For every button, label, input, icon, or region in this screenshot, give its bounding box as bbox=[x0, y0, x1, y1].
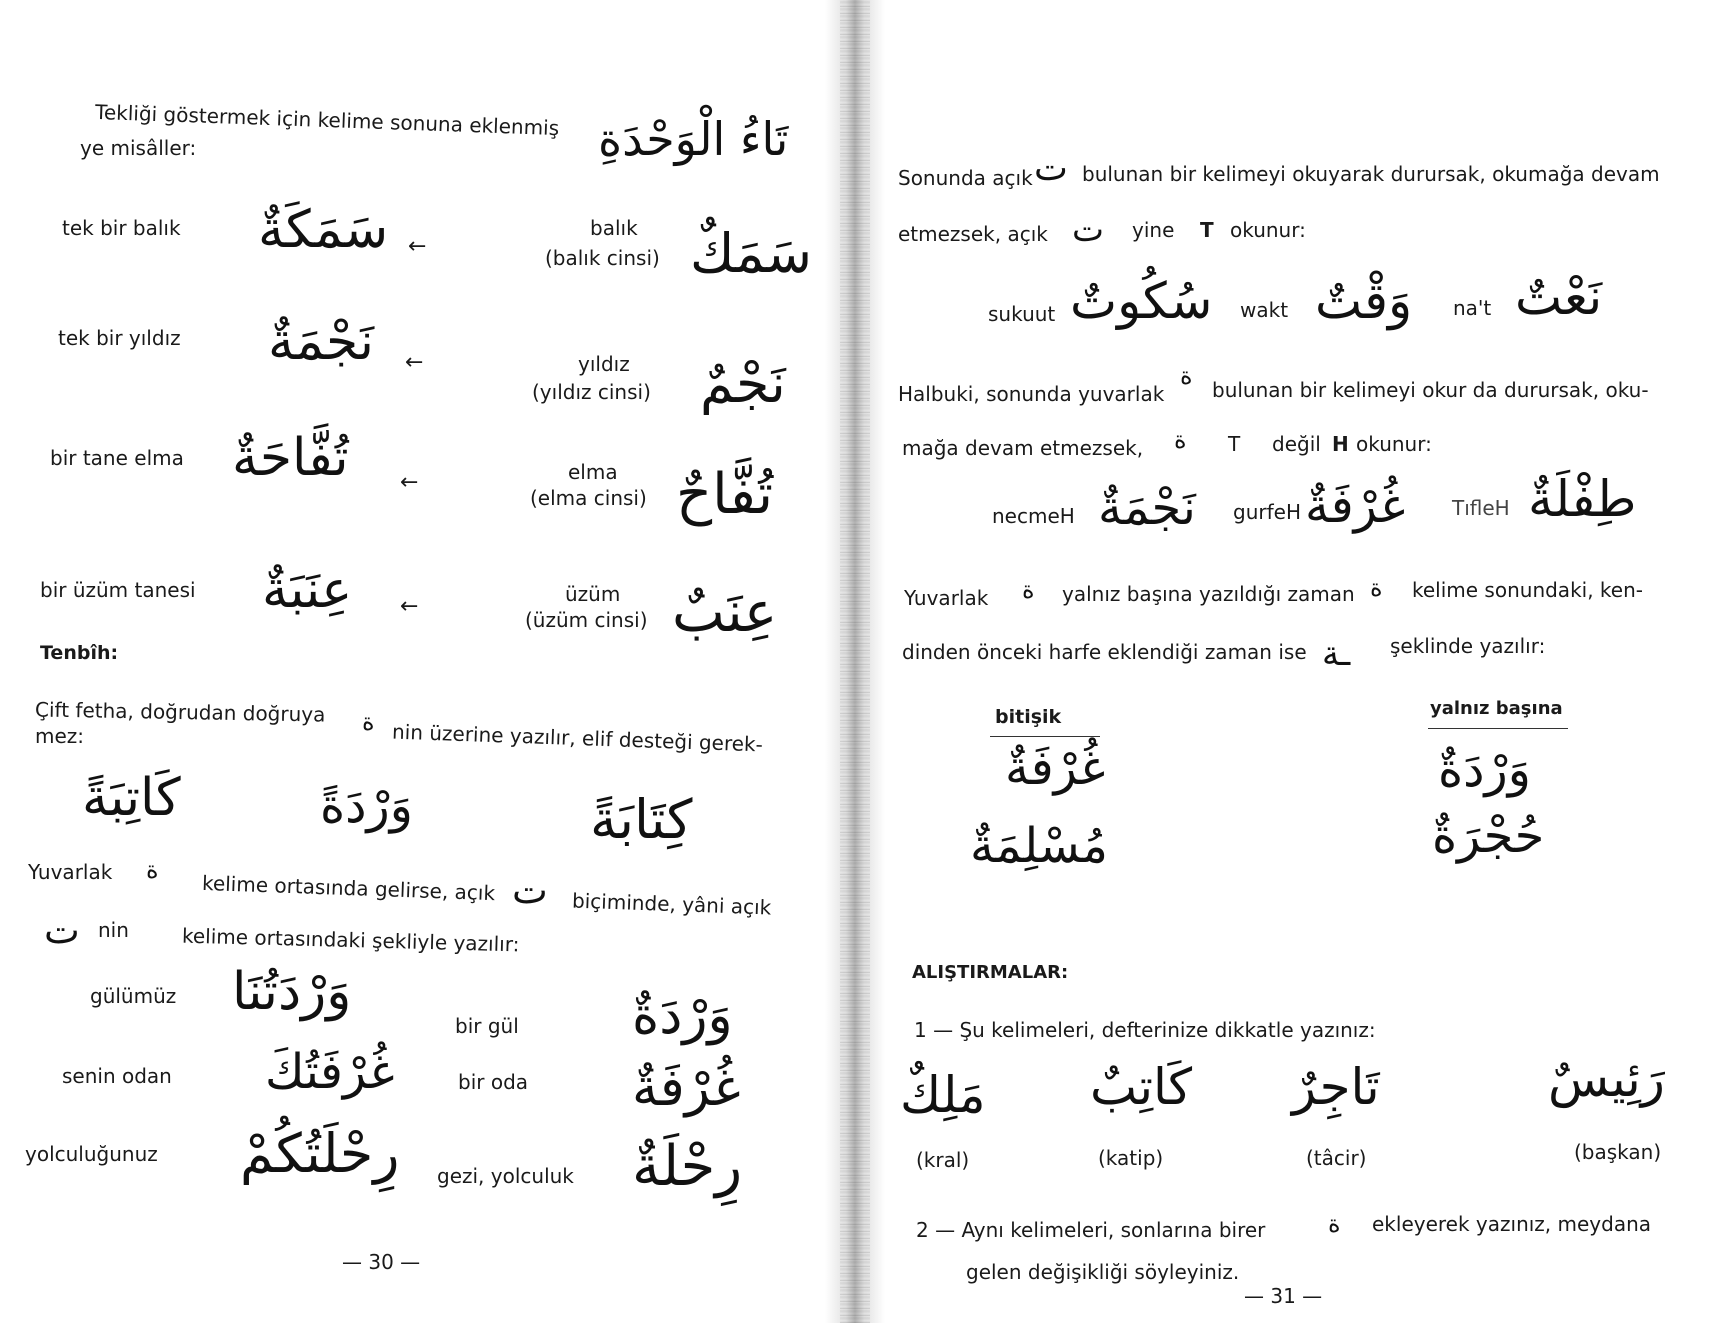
vocab-3-arabic: تَاجِرٌ bbox=[1292, 1058, 1380, 1116]
yuvarlak-text-3: kelime ortasındaki şekliyle yazılır: bbox=[181, 923, 520, 957]
p4-letter-T: T bbox=[1228, 432, 1241, 456]
row-2-gloss-2: (yıldız cinsi) bbox=[532, 380, 651, 404]
poss-row-3-arabic-left: رِحْلَتُكُمْ bbox=[240, 1122, 400, 1185]
ex1-3-translit: na't bbox=[1453, 296, 1492, 320]
yuvarlak-open-ta-2: ت bbox=[44, 908, 80, 952]
vocab-1-gloss: (kral) bbox=[916, 1148, 970, 1172]
p3-end: bulunan bir kelimeyi okur da durursak, oku- bbox=[1212, 378, 1649, 402]
yalniz-word-2: حُجْرَةٌ bbox=[1432, 808, 1545, 864]
cift-example-wardatan: وَرْدَةً bbox=[320, 778, 413, 834]
ex2-2-translit: gurfeH bbox=[1233, 500, 1301, 524]
p2-start: etmezsek, açık bbox=[898, 222, 1048, 246]
row-1-arrow: ← bbox=[408, 234, 427, 259]
row-2-single: نَجْمَةٌ bbox=[268, 312, 374, 372]
yalniz-word-1: وَرْدَةٌ bbox=[1438, 742, 1531, 798]
ex1-1-translit: sukuut bbox=[988, 302, 1056, 326]
yuvarlak-text-1: kelime ortasında gelirse, açık bbox=[201, 870, 496, 906]
p3-start: Halbuki, sonunda yuvarlak bbox=[898, 382, 1165, 406]
cift-example-kitabatan: كِتَابَةً bbox=[590, 788, 693, 851]
poss-row-3-meaning: yolculuğunuz bbox=[25, 1142, 158, 1166]
p5-ta-marbuta: ة bbox=[1022, 576, 1035, 604]
poss-row-1-arabic-right: وَرْدَةٌ bbox=[632, 986, 733, 1046]
yuvarlak-text-2: biçiminde, yâni açık bbox=[571, 888, 772, 920]
poss-row-2-gloss: bir oda bbox=[458, 1070, 529, 1094]
cift-line-1: Çift fetha, doğrudan doğruya bbox=[34, 697, 326, 727]
p4-ta-marbuta: ة bbox=[1174, 426, 1187, 454]
ex2-3-translit: TıfleH bbox=[1452, 496, 1510, 520]
poss-row-1-arabic-left: وَرْدَتُنَا bbox=[232, 962, 352, 1022]
row-1-gloss-1: balık bbox=[590, 216, 638, 240]
row-3-single: تُفَّاحَةٌ bbox=[232, 428, 349, 488]
row-2-arrow: ← bbox=[405, 350, 424, 375]
cift-example-katibetan: كَاتِبَةً bbox=[82, 768, 181, 828]
cift-ta-marbuta: ة bbox=[362, 708, 375, 736]
p3-ta-marbuta: ة bbox=[1180, 362, 1193, 390]
column-heading-yalniz: yalnız başına bbox=[1430, 698, 1563, 719]
row-4-collective: عِنَبٌ bbox=[672, 580, 778, 645]
ex2-1-translit: necmeH bbox=[992, 504, 1075, 528]
row-4-meaning: bir üzüm tanesi bbox=[40, 578, 196, 602]
yuvarlak-nin: nin bbox=[98, 918, 129, 942]
row-2-meaning: tek bir yıldız bbox=[58, 326, 181, 350]
cift-line-2: mez: bbox=[35, 724, 85, 748]
row-2-collective: نَجْمٌ bbox=[700, 352, 786, 415]
poss-row-2-meaning: senin odan bbox=[62, 1064, 172, 1088]
vocab-4-arabic: رَئِيسٌ bbox=[1548, 1050, 1665, 1108]
p1-open-ta: ت bbox=[1034, 148, 1068, 189]
vocab-2-arabic: كَاتِبٌ bbox=[1090, 1058, 1193, 1116]
ex2-2-arabic: غُرْفَةٌ bbox=[1305, 478, 1406, 534]
ex2-1-arabic: نَجْمَةٌ bbox=[1098, 480, 1196, 536]
row-3-gloss-2: (elma cinsi) bbox=[530, 486, 647, 510]
p5-ta-marbuta-2: ة bbox=[1370, 574, 1383, 602]
row-1-gloss-2: (balık cinsi) bbox=[545, 246, 660, 270]
row-4-single: عِنَبَةٌ bbox=[262, 560, 353, 620]
p5-middle: yalnız başına yazıldığı zaman bbox=[1062, 582, 1355, 606]
row-3-collective: تُفَّاحٌ bbox=[676, 462, 774, 527]
ex1-2-arabic: وَقْتٌ bbox=[1315, 272, 1413, 330]
p6-end: şeklinde yazılır: bbox=[1390, 634, 1546, 658]
ex1-3-arabic: نَعْتٌ bbox=[1515, 268, 1603, 326]
intro-line-1: Tekliği göstermek için kelime sonuna eklenmiş bbox=[94, 99, 560, 141]
row-3-meaning: bir tane elma bbox=[50, 446, 184, 470]
page-number-right: — 31 — bbox=[1244, 1284, 1323, 1308]
exercise-2-text-a: 2 — Aynı kelimeleri, sonlarına birer bbox=[916, 1218, 1266, 1242]
p4-start: mağa devam etmezsek, bbox=[902, 436, 1144, 460]
vocab-4-gloss: (başkan) bbox=[1574, 1140, 1662, 1164]
exercise-2-ta-marbuta: ة bbox=[1328, 1210, 1341, 1238]
intro-line-2: ye misâller: bbox=[80, 136, 197, 160]
p1-start: Sonunda açık bbox=[898, 166, 1033, 190]
p4-letter-H: H bbox=[1332, 432, 1349, 456]
poss-row-3-arabic-right: رِحْلَةٌ bbox=[632, 1134, 743, 1199]
exercises-heading: ALIŞTIRMALAR: bbox=[912, 962, 1069, 983]
row-3-gloss-1: elma bbox=[568, 460, 618, 484]
poss-row-3-gloss: gezi, yolculuk bbox=[437, 1164, 574, 1188]
right-page bbox=[850, 0, 1723, 1323]
tenbih-heading: Tenbîh: bbox=[40, 642, 119, 664]
p5-end: kelime sonundaki, ken- bbox=[1412, 578, 1643, 602]
row-1-collective: سَمَكٌ bbox=[690, 222, 812, 285]
ex1-1-arabic: سُكُوتٌ bbox=[1070, 272, 1213, 330]
cift-line-1b: nin üzerine yazılır, elif desteği gerek- bbox=[391, 719, 764, 757]
row-4-arrow: ← bbox=[400, 594, 419, 619]
p2-letter-T: T bbox=[1200, 218, 1214, 242]
intro-arabic-ta-al-wahda: تَاءُ الْوَحْدَةِ bbox=[598, 112, 789, 166]
vocab-2-gloss: (katip) bbox=[1098, 1146, 1164, 1170]
column-heading-bitisik: bitişik bbox=[995, 706, 1062, 728]
p1-end: bulunan bir kelimeyi okuyarak durursak, okumağa devam bbox=[1082, 162, 1660, 186]
yuvarlak-open-ta: ت bbox=[512, 868, 548, 912]
exercise-2-text-c: gelen değişikliği söyleyiniz. bbox=[966, 1260, 1240, 1284]
left-page bbox=[0, 0, 850, 1323]
p5-start: Yuvarlak bbox=[904, 586, 989, 610]
p2-yine: yine bbox=[1132, 218, 1175, 242]
row-3-arrow: ← bbox=[400, 470, 419, 495]
exercise-2-text-b: ekleyerek yazınız, meydana bbox=[1372, 1212, 1652, 1236]
vocab-3-gloss: (tâcir) bbox=[1306, 1146, 1367, 1170]
ex1-2-translit: wakt bbox=[1240, 298, 1289, 322]
yuvarlak-word: Yuvarlak bbox=[28, 860, 113, 884]
poss-row-1-meaning: gülümüz bbox=[90, 984, 177, 1008]
poss-row-1-gloss: bir gül bbox=[455, 1014, 519, 1038]
exercise-1-text: 1 — Şu kelimeleri, defterinize dikkatle yazınız: bbox=[914, 1018, 1376, 1042]
p2-okunur: okunur: bbox=[1230, 218, 1306, 242]
row-4-gloss-2: (üzüm cinsi) bbox=[525, 608, 648, 632]
row-2-gloss-1: yıldız bbox=[578, 352, 630, 376]
vocab-1-arabic: مَلِكٌ bbox=[900, 1066, 986, 1124]
poss-row-2-arabic-left: غُرْفَتُكَ bbox=[265, 1044, 395, 1100]
p6-connected-form: ـة bbox=[1322, 634, 1351, 674]
row-1-single: سَمَكَةٌ bbox=[258, 200, 389, 260]
bitisik-underline bbox=[990, 736, 1100, 737]
p4-degil: değil bbox=[1272, 432, 1321, 456]
p2-open-ta: ت bbox=[1072, 210, 1105, 250]
ex2-3-arabic: طِفْلَةٌ bbox=[1528, 470, 1637, 528]
yalniz-underline bbox=[1428, 728, 1568, 729]
bitisik-word-2: مُسْلِمَةٌ bbox=[970, 818, 1108, 874]
p6-start: dinden önceki harfe eklendiği zaman ise bbox=[902, 640, 1307, 664]
page-number-left: — 30 — bbox=[342, 1250, 421, 1274]
yuvarlak-ta-marbuta: ة bbox=[146, 856, 159, 884]
bitisik-word-1: غُرْفَةٌ bbox=[1005, 740, 1106, 796]
poss-row-2-arabic-right: غُرْفَةٌ bbox=[632, 1058, 741, 1118]
row-1-meaning: tek bir balık bbox=[62, 216, 181, 240]
row-4-gloss-1: üzüm bbox=[565, 582, 621, 606]
p4-okunur: okunur: bbox=[1356, 432, 1432, 456]
